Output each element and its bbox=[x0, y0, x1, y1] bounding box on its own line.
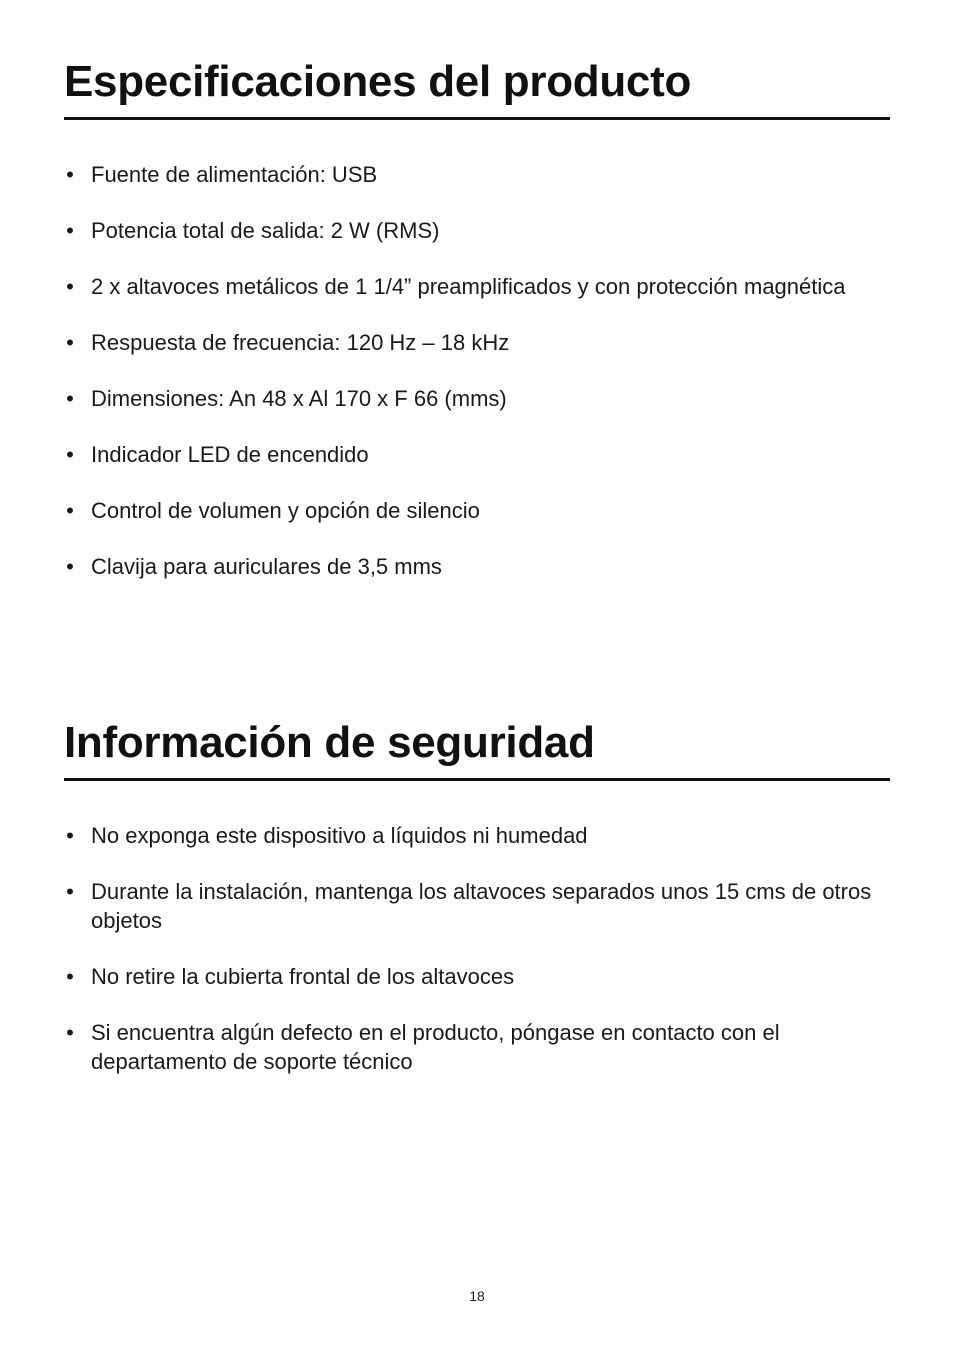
spec-item-text: Indicador LED de encendido bbox=[91, 442, 369, 467]
bullet-icon: • bbox=[66, 823, 74, 848]
safety-item-text: Durante la instalación, mantenga los altavoces separados unos 15 cms de otros objetos bbox=[91, 879, 872, 933]
bullet-icon: • bbox=[66, 554, 74, 579]
bullet-icon: • bbox=[66, 218, 74, 243]
safety-item bbox=[64, 877, 890, 935]
spec-item-text: Control de volumen y opción de silencio bbox=[91, 498, 480, 523]
spec-item bbox=[64, 552, 890, 581]
spec-item-text: 2 x altavoces metálicos de 1 1/4” preamplificados y con protección magnética bbox=[91, 274, 846, 299]
safety-item bbox=[64, 962, 890, 991]
spec-item-text: Clavija para auriculares de 3,5 mms bbox=[91, 554, 442, 579]
safety-item-text: Si encuentra algún defecto en el producto, póngase en contacto con el departamento de soporte técnico bbox=[91, 1020, 780, 1074]
safety-item bbox=[64, 1018, 890, 1076]
specifications-divider bbox=[64, 117, 890, 120]
bullet-icon: • bbox=[66, 964, 74, 989]
page-number: 18 bbox=[469, 1288, 485, 1304]
bullet-icon: • bbox=[66, 879, 74, 904]
specifications-section bbox=[64, 56, 890, 608]
bullet-icon: • bbox=[66, 498, 74, 523]
spec-item-text: Respuesta de frecuencia: 120 Hz – 18 kHz bbox=[91, 330, 510, 355]
spec-item-text: Fuente de alimentación: USB bbox=[91, 162, 378, 187]
safety-item-text: No retire la cubierta frontal de los altavoces bbox=[91, 964, 515, 989]
bullet-icon: • bbox=[66, 330, 74, 355]
spec-item bbox=[64, 272, 890, 301]
safety-title: Información de seguridad bbox=[64, 718, 595, 767]
specifications-list bbox=[64, 160, 890, 581]
spec-item bbox=[64, 160, 890, 189]
safety-item-text: No exponga este dispositivo a líquidos ni humedad bbox=[91, 823, 588, 848]
spec-item bbox=[64, 328, 890, 357]
bullet-icon: • bbox=[66, 162, 74, 187]
specifications-title: Especificaciones del producto bbox=[64, 57, 692, 106]
spec-item bbox=[64, 496, 890, 525]
safety-divider bbox=[64, 778, 890, 781]
spec-item-text: Dimensiones: An 48 x Al 170 x F 66 (mms) bbox=[91, 386, 507, 411]
safety-section bbox=[64, 717, 890, 1103]
bullet-icon: • bbox=[66, 442, 74, 467]
spec-item bbox=[64, 440, 890, 469]
spec-item bbox=[64, 216, 890, 245]
bullet-icon: • bbox=[66, 274, 74, 299]
safety-item bbox=[64, 821, 890, 850]
safety-list bbox=[64, 821, 890, 1076]
spec-item bbox=[64, 384, 890, 413]
bullet-icon: • bbox=[66, 386, 74, 411]
spec-item-text: Potencia total de salida: 2 W (RMS) bbox=[91, 218, 440, 243]
bullet-icon: • bbox=[66, 1020, 74, 1045]
